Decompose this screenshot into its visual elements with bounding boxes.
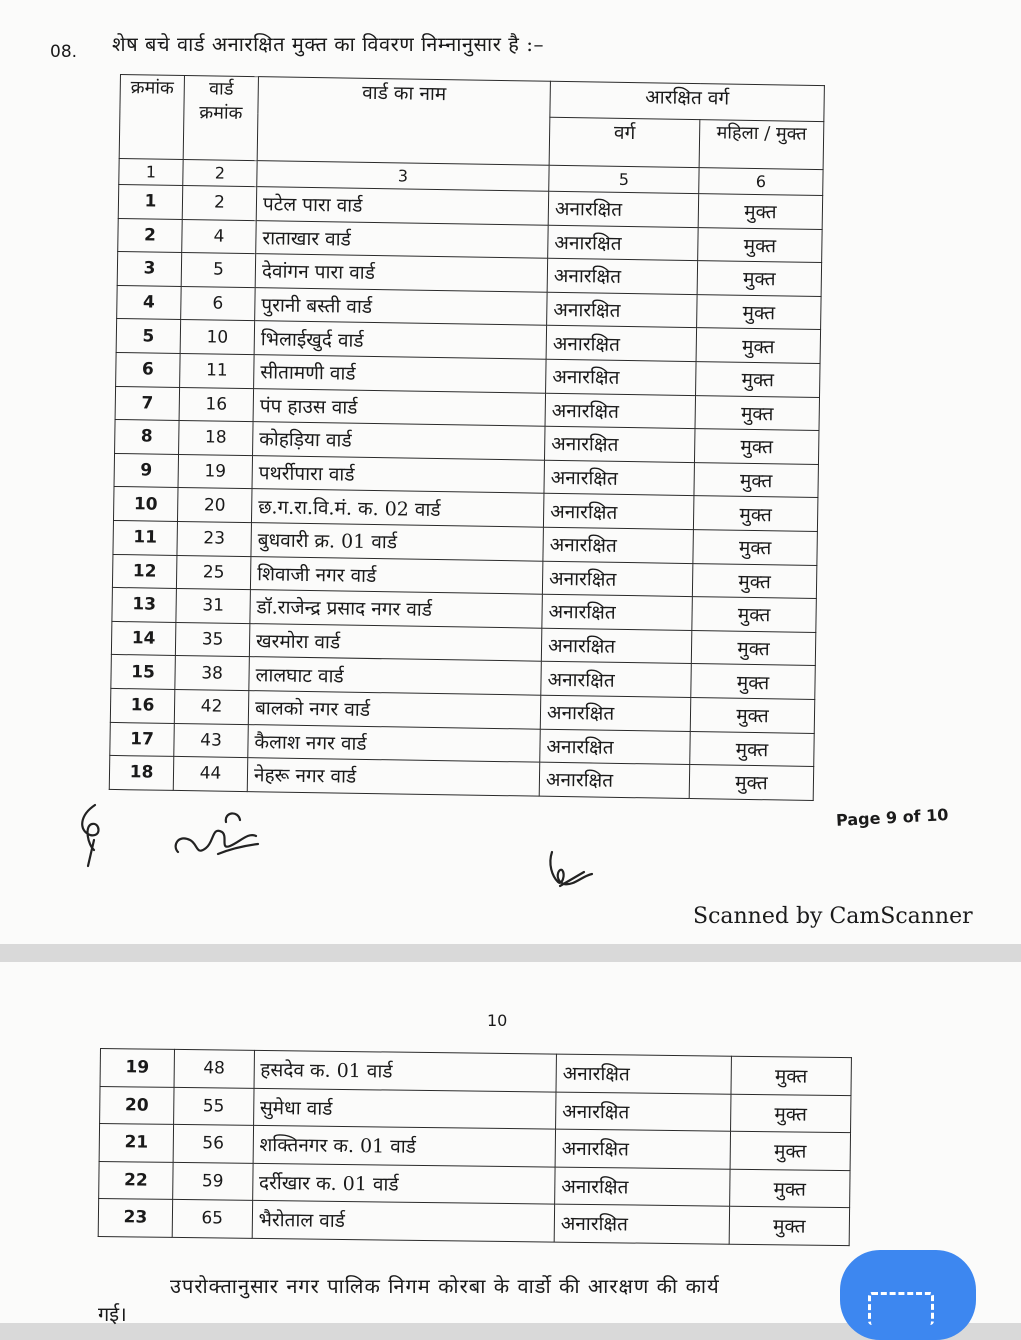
ward-name-cell: छ.ग.रा.वि.मं. क. 02 वार्ड <box>251 489 543 527</box>
serial-number-cell: 14 <box>111 621 176 656</box>
status-cell: मुक्त <box>693 496 818 532</box>
ward-number-cell: 2 <box>182 185 257 220</box>
serial-number-cell: 16 <box>110 688 175 723</box>
column-number: 5 <box>549 165 699 193</box>
serial-number-cell: 20 <box>100 1086 174 1124</box>
ward-number-cell: 56 <box>173 1124 253 1162</box>
serial-number-cell: 9 <box>114 453 179 488</box>
signature-icon <box>70 800 120 870</box>
serial-number-cell: 11 <box>113 520 178 555</box>
page-label: Page 9 of 10 <box>835 805 949 830</box>
header-women-free: महिला / मुक्त <box>699 120 824 170</box>
ward-name-cell: खरमोरा वार्ड <box>249 623 541 661</box>
category-cell: अनारक्षित <box>554 1204 729 1244</box>
ward-number-cell: 20 <box>177 488 252 523</box>
category-cell: अनारक्षित <box>544 426 695 462</box>
ward-number-cell: 65 <box>172 1199 252 1237</box>
serial-number-cell: 5 <box>116 319 181 354</box>
serial-number-cell: 4 <box>117 285 182 320</box>
section-heading: शेष बचे वार्ड अनारक्षित मुक्त का विवरण निम्नानुसार है :– <box>112 32 544 56</box>
ward-name-cell: नेहरू नगर वार्ड <box>247 758 539 796</box>
serial-number-cell: 17 <box>110 722 175 757</box>
category-cell: अनारक्षित <box>546 326 697 362</box>
category-cell: अनारक्षित <box>544 460 695 496</box>
ward-name-cell: कैलाश नगर वार्ड <box>248 724 540 762</box>
ward-number-cell: 11 <box>180 353 255 388</box>
ward-name-cell: पुरानी बस्ती वार्ड <box>255 287 547 325</box>
status-cell: मुक्त <box>696 362 821 398</box>
status-cell: मुक्त <box>696 328 821 364</box>
status-cell: मुक्त <box>689 765 814 801</box>
ward-name-cell: देवांगन पारा वार्ड <box>255 254 547 292</box>
ward-number-cell: 19 <box>178 454 253 489</box>
ward-name-cell: भैरोताल वार्ड <box>252 1200 555 1241</box>
status-cell: मुक्त <box>693 530 818 566</box>
ward-name-cell: पटेल पारा वार्ड <box>256 187 548 225</box>
ward-number-cell: 43 <box>174 723 249 758</box>
header-ward-no: वार्ड क्रमांक <box>183 76 258 161</box>
footer-paragraph-continued: गई। <box>98 1302 127 1326</box>
category-cell: अनारक्षित <box>546 359 697 395</box>
scanned-by-watermark: Scanned by CamScanner <box>693 904 973 929</box>
ward-table-page-9 <box>109 74 825 801</box>
category-cell: अनारक्षित <box>547 292 698 328</box>
ward-name-cell: सीतामणी वार्ड <box>254 355 546 393</box>
status-cell: मुक्त <box>730 1169 851 1208</box>
ward-name-cell: लालघाट वार्ड <box>249 657 541 695</box>
serial-number-cell: 8 <box>115 420 180 455</box>
ward-name-cell: शक्तिनगर क. 01 वार्ड <box>253 1125 556 1166</box>
category-cell: अनारक्षित <box>547 258 698 294</box>
category-cell: अनारक्षित <box>548 191 699 227</box>
ward-name-cell: भिलाईखुर्द वार्ड <box>254 321 546 359</box>
ward-name-cell: कोहड़िया वार्ड <box>253 422 545 460</box>
footer-paragraph: उपरोक्तानुसार नगर पालिक निगम कोरबा के वार्डो की आरक्षण की कार्य <box>170 1274 720 1298</box>
status-cell: मुक्त <box>691 664 816 700</box>
category-cell: अनारक्षित <box>540 729 691 765</box>
category-cell: अनारक्षित <box>540 695 691 731</box>
serial-number-cell: 7 <box>115 386 180 421</box>
status-cell: मुक्त <box>698 227 823 263</box>
serial-number-cell: 22 <box>99 1161 173 1199</box>
status-cell: मुक्त <box>694 462 819 498</box>
header-ward-name: वार्ड का नाम <box>257 77 550 166</box>
status-cell: मुक्त <box>692 597 817 633</box>
ward-name-cell: बुधवारी क्र. 01 वार्ड <box>251 523 543 561</box>
column-number: 3 <box>257 161 549 192</box>
ward-number-cell: 6 <box>181 286 256 321</box>
ward-number-cell: 16 <box>179 387 254 422</box>
status-cell: मुक्त <box>729 1206 850 1245</box>
status-cell: मुक्त <box>695 395 820 431</box>
status-cell: मुक्त <box>697 261 822 297</box>
category-cell: अनारक्षित <box>543 494 694 530</box>
serial-number-cell: 10 <box>113 487 178 522</box>
ward-name-cell: डॉ.राजेन्द्र प्रसाद नगर वार्ड <box>250 590 542 628</box>
status-cell: मुक्त <box>690 731 815 767</box>
ward-number-cell: 59 <box>173 1162 253 1200</box>
ward-number-cell: 10 <box>180 320 255 355</box>
header-reserved-class: आरक्षित वर्ग <box>550 81 825 121</box>
ward-table-page-10 <box>98 1048 852 1246</box>
serial-number-cell: 1 <box>118 184 183 219</box>
ward-number-cell: 23 <box>177 521 252 556</box>
category-cell: अनारक्षित <box>539 762 690 798</box>
status-cell: मुक्त <box>694 429 819 465</box>
serial-number-cell: 23 <box>98 1198 172 1236</box>
ward-name-cell: शिवाजी नगर वार्ड <box>250 556 542 594</box>
ward-number-cell: 5 <box>181 253 256 288</box>
category-cell: अनारक्षित <box>541 662 692 698</box>
ward-name-cell: पंप हाउस वार्ड <box>253 388 545 426</box>
scan-frame-icon <box>868 1292 934 1325</box>
status-cell: मुक्त <box>730 1094 851 1133</box>
category-cell: अनारक्षित <box>556 1054 731 1094</box>
status-cell: मुक्त <box>730 1131 851 1170</box>
category-cell: अनारक्षित <box>542 594 693 630</box>
category-cell: अनारक्षित <box>543 527 694 563</box>
serial-number-cell: 6 <box>116 352 181 387</box>
serial-number-cell: 12 <box>112 554 177 589</box>
header-category: वर्ग <box>549 117 700 167</box>
column-number: 6 <box>699 168 823 196</box>
page-number: 10 <box>487 1011 508 1030</box>
serial-number-cell: 15 <box>111 655 176 690</box>
ward-number-cell: 38 <box>175 656 250 691</box>
ward-name-cell: हसदेव क. 01 वार्ड <box>254 1050 557 1091</box>
status-cell: मुक्त <box>690 697 815 733</box>
category-cell: अनारक्षित <box>541 628 692 664</box>
ward-number-cell: 35 <box>175 622 250 657</box>
column-number: 1 <box>119 158 183 185</box>
scan-icon[interactable] <box>840 1250 976 1340</box>
ward-number-cell: 31 <box>176 589 251 624</box>
category-cell: अनारक्षित <box>555 1129 730 1169</box>
status-cell: मुक्त <box>731 1056 852 1095</box>
ward-number-cell: 48 <box>174 1049 254 1087</box>
category-cell: अनारक्षित <box>555 1167 730 1207</box>
category-cell: अनारक्षित <box>548 225 699 261</box>
category-cell: अनारक्षित <box>555 1092 730 1132</box>
ward-number-cell: 44 <box>173 757 248 792</box>
category-cell: अनारक्षित <box>542 561 693 597</box>
ward-name-cell: सुमेधा वार्ड <box>253 1088 556 1129</box>
ward-name-cell: बालको नगर वार्ड <box>248 691 540 729</box>
ward-number-cell: 18 <box>179 421 254 456</box>
column-number: 2 <box>183 160 257 187</box>
status-cell: मुक्त <box>691 630 816 666</box>
signature-icon <box>168 806 264 862</box>
ward-number-cell: 4 <box>182 219 257 254</box>
ward-name-cell: राताखार वार्ड <box>256 220 548 258</box>
ward-name-cell: पथर्रीपारा वार्ड <box>252 455 544 493</box>
serial-number-cell: 2 <box>118 218 183 253</box>
ward-number-cell: 55 <box>174 1087 254 1125</box>
category-cell: अनारक्षित <box>545 393 696 429</box>
status-cell: मुक्त <box>698 194 823 230</box>
section-number: 08. <box>50 42 78 62</box>
status-cell: मुक्त <box>697 294 822 330</box>
serial-number-cell: 3 <box>117 252 182 287</box>
ward-name-cell: दर्रीखार क. 01 वार्ड <box>252 1163 555 1204</box>
ward-number-cell: 25 <box>176 555 251 590</box>
signature-icon <box>544 846 598 892</box>
serial-number-cell: 19 <box>100 1049 174 1087</box>
serial-number-cell: 21 <box>99 1124 173 1162</box>
header-sr: क्रमांक <box>119 75 184 160</box>
ward-number-cell: 42 <box>174 689 249 724</box>
status-cell: मुक्त <box>692 563 817 599</box>
serial-number-cell: 13 <box>112 588 177 623</box>
serial-number-cell: 18 <box>109 756 174 791</box>
